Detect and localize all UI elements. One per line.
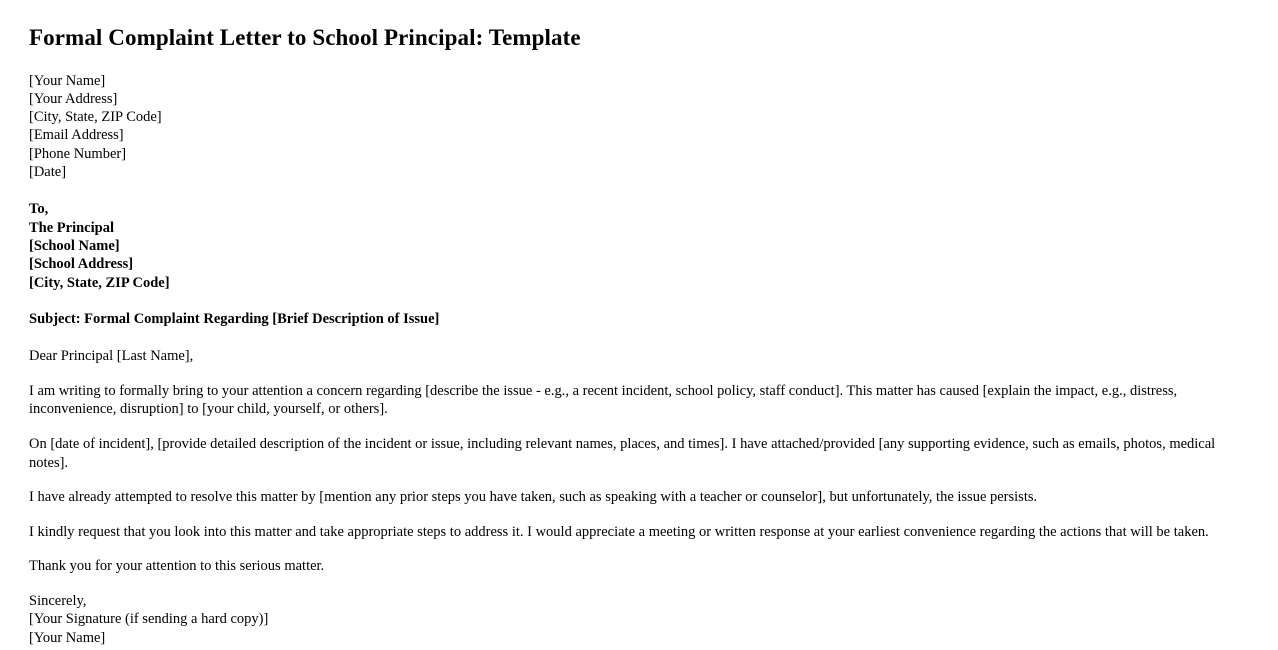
- recipient-address-block: [29, 200, 1248, 291]
- body-paragraph: I am writing to formally bring to your attention a concern regarding [describe the issue - e.g., a recent incident, school policy, staff conduct]. This matter has caused [explain the impact, e.g., distress, inconvenience, disruption] to [your child, yourself, or others].: [29, 382, 1178, 418]
- sender-line-city-state-zip: [City, State, ZIP Code]: [29, 109, 162, 126]
- closing-line-signature: [Your Signature (if sending a hard copy)]: [29, 611, 269, 628]
- page-title: Formal Complaint Letter to School Principal: Template: [29, 25, 581, 50]
- sender-line-name: [Your Name]: [29, 72, 106, 89]
- sender-line-date: [Date]: [29, 164, 67, 181]
- body-paragraph: On [date of incident], [provide detailed description of the incident or issue, including relevant names, places, and times]. I have attached/provided [any supporting evidence, such as emails, photos, medical notes].: [29, 436, 1216, 471]
- sender-line-phone: [Phone Number]: [29, 145, 127, 162]
- salutation: Dear Principal [Last Name],: [29, 347, 194, 364]
- recipient-line-school-name: [School Name]: [29, 237, 120, 254]
- subject-line: Subject: Formal Complaint Regarding [Brief Description of Issue]: [29, 310, 440, 327]
- recipient-line-school-address: [School Address]: [29, 256, 134, 273]
- recipient-line-principal: The Principal: [29, 219, 114, 236]
- sender-line-email: [Email Address]: [29, 127, 124, 144]
- body-paragraph: I have already attempted to resolve this matter by [mention any prior steps you have taken, such as speaking with a teacher or counselor], but unfortunately, the issue persists.: [29, 489, 1038, 506]
- body-paragraph: I kindly request that you look into this matter and take appropriate steps to address it. I would appreciate a meeting or written response at your earliest convenience regarding the actions that will be taken.: [29, 523, 1209, 540]
- recipient-line-to: To,: [29, 201, 49, 218]
- sender-address-block: [29, 72, 1248, 182]
- closing-line-sincerely: Sincerely,: [29, 593, 87, 610]
- sender-line-address: [Your Address]: [29, 90, 118, 107]
- closing-block: [29, 592, 1248, 647]
- closing-line-name: [Your Name]: [29, 629, 106, 646]
- body-paragraph: Thank you for your attention to this serious matter.: [29, 558, 325, 575]
- recipient-line-city-state-zip: [City, State, ZIP Code]: [29, 274, 170, 291]
